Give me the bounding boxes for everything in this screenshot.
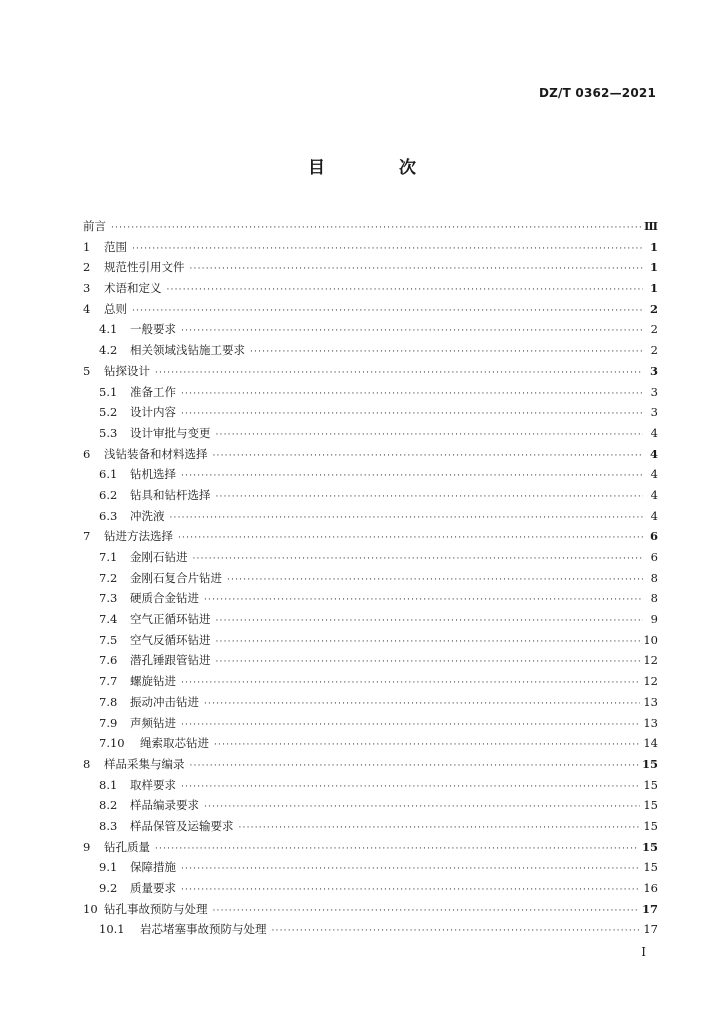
toc-entry[interactable]: [83, 919, 658, 940]
dot-leader: [204, 694, 640, 715]
toc-entry[interactable]: [83, 506, 658, 527]
dot-leader: [216, 632, 641, 653]
toc-entry-number: 7: [83, 529, 91, 544]
toc-entry-label: 样品编录要求: [130, 798, 199, 813]
toc-entry-page: 12: [643, 674, 658, 689]
toc-entry-page: 17: [641, 901, 658, 916]
toc-entry-label: 钻探设计: [104, 363, 150, 378]
toc-entry-number: 9.2: [99, 881, 118, 895]
toc-entry-number: 10.1: [99, 922, 125, 937]
toc-entry[interactable]: [83, 837, 658, 858]
toc-entry-number: 8.3: [99, 818, 118, 833]
toc-entry[interactable]: [83, 216, 658, 237]
toc-entry[interactable]: [83, 650, 658, 671]
toc-entry[interactable]: [83, 630, 658, 651]
toc-entry[interactable]: [83, 526, 658, 547]
toc-entry-number: 7.4: [99, 612, 118, 627]
dot-leader: [272, 921, 641, 942]
toc-entry-label: 前言: [83, 219, 106, 233]
page-number: I: [641, 945, 646, 959]
toc-entry-page: 3: [649, 363, 658, 378]
toc-entry[interactable]: [83, 485, 658, 506]
toc-entry[interactable]: [83, 795, 658, 816]
toc-entry[interactable]: [83, 816, 658, 837]
toc-entry-page: 6: [650, 550, 658, 564]
toc-entry-label: 岩芯堵塞事故预防与处理: [140, 922, 267, 937]
toc-entry-page: 15: [643, 860, 658, 875]
dot-leader: [190, 756, 639, 777]
toc-entry[interactable]: [83, 878, 658, 899]
toc-entry[interactable]: [83, 692, 658, 713]
toc-entry-number: 8.1: [99, 777, 118, 792]
dot-leader: [132, 239, 643, 260]
toc-entry-label: 金刚石复合片钻进: [130, 570, 222, 585]
toc-entry-label: 硬质合金钻进: [130, 591, 199, 606]
toc-entry-label: 质量要求: [130, 881, 176, 895]
toc-entry-label: 规范性引用文件: [104, 260, 185, 275]
toc-entry-label: 钻孔质量: [104, 839, 150, 854]
dot-leader: [216, 425, 644, 446]
toc-entry-page: 8: [650, 570, 658, 585]
dot-leader: [181, 859, 640, 880]
toc-entry-page: 15: [641, 756, 658, 771]
toc-entry-page: 12: [643, 653, 658, 668]
toc-entry-page: 13: [643, 694, 658, 709]
toc-entry-label: 钻机选择: [130, 467, 176, 482]
toc-entry-number: 7.5: [99, 632, 118, 647]
toc-entry-label: 相关领域浅钻施工要求: [130, 343, 245, 358]
toc-entry-page: 8: [650, 591, 658, 606]
toc-entry[interactable]: [83, 257, 658, 278]
toc-entry-number: 7.6: [99, 653, 118, 668]
dot-leader: [239, 818, 641, 839]
toc-entry-number: 7.3: [99, 591, 118, 606]
toc-entry-page: 3: [650, 384, 658, 399]
toc-entry[interactable]: [83, 444, 658, 465]
toc-entry-page: 1: [649, 260, 658, 275]
toc-entry-page: 16: [643, 881, 658, 895]
toc-entry-page: 13: [643, 715, 658, 730]
toc-entry-page: Ⅲ: [643, 219, 658, 233]
toc-entry-number: 5.2: [99, 405, 118, 420]
dot-leader: [190, 259, 644, 280]
toc-entry-number: 4.1: [99, 322, 118, 337]
toc-entry-number: 8.2: [99, 798, 118, 813]
toc-entry-label: 潜孔锤跟管钻进: [130, 653, 211, 668]
toc-entry-label: 范围: [104, 239, 127, 254]
toc-entry[interactable]: [83, 857, 658, 878]
toc-entry-label: 空气反循环钻进: [130, 632, 211, 647]
toc-entry-page: 2: [650, 322, 658, 337]
toc-entry-number: 3: [83, 281, 91, 296]
toc-entry-label: 钻具和钻杆选择: [130, 487, 211, 502]
toc-entry-label: 设计审批与变更: [130, 425, 211, 440]
toc-entry-label: 术语和定义: [104, 281, 162, 296]
toc-entry-number: 5: [83, 363, 91, 378]
dot-leader: [181, 880, 640, 901]
toc-entry-number: 6: [83, 446, 91, 461]
toc-entry-label: 金刚石钻进: [130, 550, 188, 564]
dot-leader: [213, 446, 644, 467]
toc-entry-number: 4.2: [99, 343, 118, 358]
toc-entry-number: 6.1: [99, 467, 118, 482]
dot-leader: [181, 715, 640, 736]
toc-entry-number: 8: [83, 756, 91, 771]
toc-entry[interactable]: [83, 237, 658, 258]
toc-entry-page: 15: [643, 777, 658, 792]
toc-entry-page: 15: [641, 839, 658, 854]
toc-entry[interactable]: [83, 402, 658, 423]
dot-leader: [181, 321, 643, 342]
toc-entry-label: 声频钻进: [130, 715, 176, 730]
dot-leader: [181, 466, 643, 487]
toc-entry[interactable]: [83, 299, 658, 320]
dot-leader: [181, 404, 643, 425]
dot-leader: [181, 777, 640, 798]
toc-entry[interactable]: [83, 423, 658, 444]
toc-entry[interactable]: [83, 464, 658, 485]
toc-entry-label: 样品采集与编录: [104, 756, 185, 771]
dot-leader: [216, 652, 641, 673]
toc-entry-label: 螺旋钻进: [130, 674, 176, 689]
dot-leader: [204, 797, 640, 818]
toc-entry-label: 钻孔事故预防与处理: [104, 901, 208, 916]
toc-entry[interactable]: [83, 319, 658, 340]
toc-entry-label: 冲洗液: [130, 508, 165, 523]
toc-entry-number: 10: [83, 901, 98, 916]
standard-code: DZ/T 0362—2021: [538, 86, 656, 100]
toc-entry-number: 7.9: [99, 715, 118, 730]
toc-entry-label: 空气正循环钻进: [130, 612, 211, 627]
toc-entry-label: 设计内容: [130, 405, 176, 420]
dot-leader: [216, 611, 644, 632]
toc-entry-number: 7.7: [99, 674, 118, 689]
toc-entry-number: 4: [83, 301, 91, 316]
toc-entry-page: 3: [650, 405, 658, 420]
toc-entry-page: 9: [650, 612, 658, 627]
dot-leader: [155, 839, 639, 860]
toc-entry-page: 10: [643, 632, 658, 647]
toc-entry-number: 7.1: [99, 550, 118, 564]
toc-entry-label: 一般要求: [130, 322, 176, 337]
toc-entry-label: 绳索取芯钻进: [140, 736, 209, 751]
dot-leader: [111, 218, 641, 239]
toc-entry[interactable]: [83, 382, 658, 403]
toc-entry-label: 钻进方法选择: [104, 529, 173, 544]
toc-entry-page: 17: [643, 922, 658, 937]
toc-entry-number: 9: [83, 839, 91, 854]
dot-leader: [167, 280, 644, 301]
toc-entry-number: 7.2: [99, 570, 118, 585]
toc-entry[interactable]: [83, 733, 658, 754]
toc-entry-number: 5.3: [99, 425, 118, 440]
toc-entry-number: 6.2: [99, 487, 118, 502]
toc-entry[interactable]: [83, 775, 658, 796]
toc-entry-page: 4: [650, 487, 658, 502]
toc-entry-number: 5.1: [99, 384, 118, 399]
toc-entry-page: 15: [643, 818, 658, 833]
toc-entry-page: 4: [650, 508, 658, 523]
toc-entry-page: 1: [649, 239, 658, 254]
toc-entry-number: 7.8: [99, 694, 118, 709]
toc-entry[interactable]: [83, 713, 658, 734]
toc-entry[interactable]: [83, 547, 658, 568]
dot-leader: [204, 590, 643, 611]
dot-leader: [193, 549, 644, 570]
toc-entry-page: 14: [643, 736, 658, 751]
toc-entry-number: 2: [83, 260, 91, 275]
toc-entry-label: 准备工作: [130, 384, 176, 399]
toc-entry-number: 6.3: [99, 508, 118, 523]
toc-entry-label: 样品保管及运输要求: [130, 818, 234, 833]
toc-entry-page: 4: [649, 446, 658, 461]
toc-entry[interactable]: [83, 361, 658, 382]
page-title: 目 次: [308, 158, 450, 178]
toc-entry[interactable]: [83, 754, 658, 775]
toc-entry-number: 1: [83, 239, 91, 254]
toc-entry-label: 浅钻装备和材料选择: [104, 446, 208, 461]
dot-leader: [216, 487, 644, 508]
toc-entry[interactable]: [83, 340, 658, 361]
toc-entry-label: 振动冲击钻进: [130, 694, 199, 709]
toc-entry-label: 取样要求: [130, 777, 176, 792]
toc-entry-page: 15: [643, 798, 658, 813]
dot-leader: [155, 363, 643, 384]
toc-entry-page: 4: [650, 425, 658, 440]
toc-entry[interactable]: [83, 609, 658, 630]
toc-entry[interactable]: [83, 588, 658, 609]
dot-leader: [132, 301, 643, 322]
toc-entry-page: 4: [650, 467, 658, 482]
toc-entry-number: 7.10: [99, 736, 125, 751]
dot-leader: [170, 508, 644, 529]
toc-entry-number: 9.1: [99, 860, 118, 875]
dot-leader: [178, 528, 643, 549]
toc-entry-page: 1: [649, 281, 658, 296]
toc-entry[interactable]: [83, 278, 658, 299]
toc-entry[interactable]: [83, 671, 658, 692]
toc-entry-label: 总则: [104, 301, 127, 316]
toc-entry-page: 2: [649, 301, 658, 316]
toc-entry[interactable]: [83, 899, 658, 920]
dot-leader: [213, 901, 639, 922]
dot-leader: [250, 342, 643, 363]
toc-entry-label: 保障措施: [130, 860, 176, 875]
dot-leader: [227, 570, 643, 591]
toc-entry[interactable]: [83, 568, 658, 589]
dot-leader: [181, 673, 640, 694]
toc-entry-page: 6: [649, 529, 658, 544]
toc-entry-page: 2: [650, 343, 658, 358]
dot-leader: [214, 735, 640, 756]
table-of-contents: [83, 216, 658, 940]
dot-leader: [181, 384, 643, 405]
